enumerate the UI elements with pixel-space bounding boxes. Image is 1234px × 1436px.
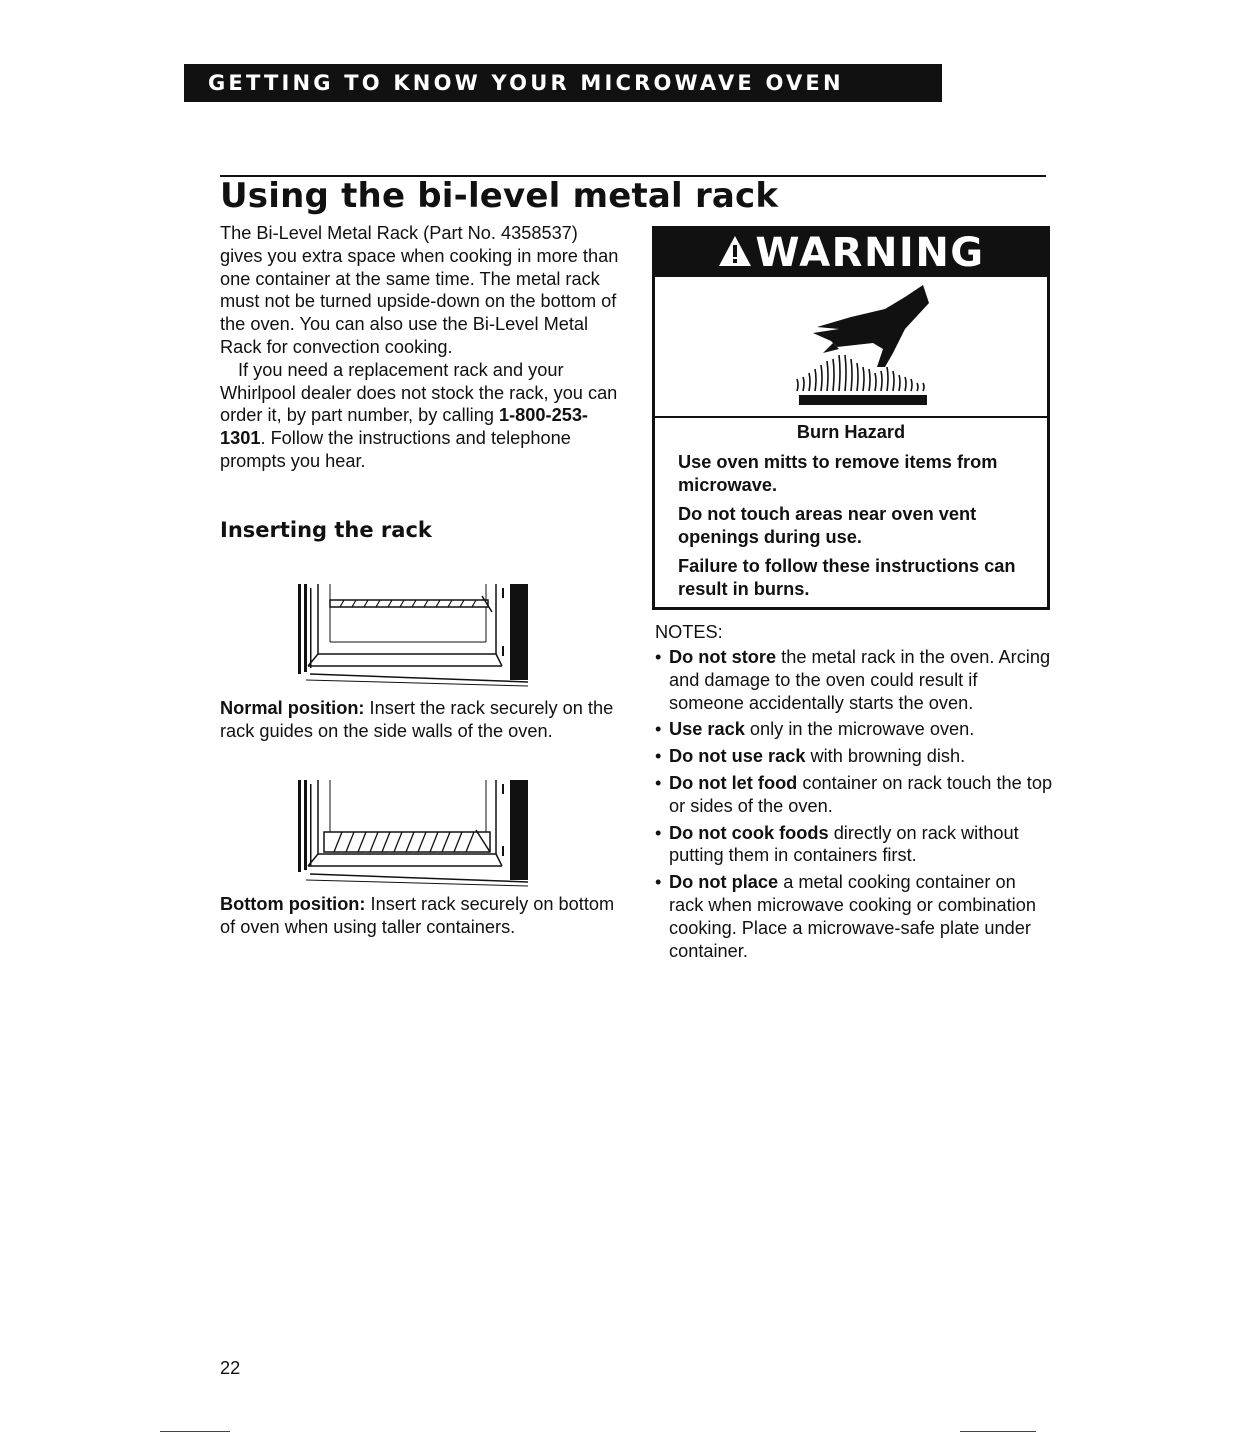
note-item [655,646,1055,714]
intro-paragraph-1: The Bi-Level Metal Rack (Part No. 4358537) gives you extra space when cooking in more than one container at the same time. The metal rack must not be turned upside-down on the bottom of the oven. You can also use the Bi-Level Metal Rack for convection cooking. [220,223,619,357]
note-item [655,745,1055,768]
burn-hazard-title: Burn Hazard [796,422,906,442]
intro-para2-start: If you need a replacement rack and your Whirlpool dealer does not stock the rack, you can order it, by part number, by calling [220,359,618,426]
footer-rule-right [960,1431,1036,1432]
bottom-position-desc: Insert rack securely on bottom of oven when using taller containers. [220,894,615,937]
bottom-position-text [220,893,620,939]
page-number: 22 [220,1358,241,1378]
bottom-position-illustration [296,780,532,888]
note-emphasis: Do not let food [669,772,798,793]
intro-para2-end: . Follow the instructions and telephone prompts you hear. [220,428,571,471]
warning-header [655,229,1047,277]
bullet-icon: • [655,772,662,793]
bullet-icon: • [655,647,662,667]
note-item [655,871,1055,962]
bullet-icon: • [655,746,662,767]
section-banner: GETTING TO KNOW YOUR MICROWAVE OVEN [184,64,942,102]
normal-position-desc: Insert the rack securely on the rack guides on the side walls of the oven. [220,698,614,741]
note-text: with browning dish. [805,746,966,767]
bullet-icon: • [655,719,662,740]
note-emphasis: Use rack [669,719,745,740]
note-item [655,772,1055,818]
hot-surface-hand-icon [793,283,933,411]
normal-position-illustration [296,584,532,688]
warning-line-2: Do not touch areas near oven vent openings during use. [678,504,977,547]
note-text: a metal cooking container on rack when microwave cooking or combination cooking. Place a microwave-safe plate under container. [669,872,1036,961]
phone-number: 1-800-253-1301 [220,405,588,449]
note-item [655,822,1055,868]
intro-paragraph-2 [220,359,620,473]
note-text: directly on rack without putting them in containers first. [669,822,1019,866]
bullet-icon: • [655,822,662,843]
note-text: container on rack touch the top or sides of the oven. [669,772,1053,816]
warning-divider [655,416,1047,418]
note-emphasis: Do not store [669,647,777,667]
normal-position-label: Normal position: [220,698,365,718]
warning-instructions [678,451,1038,607]
normal-position-text [220,697,620,743]
warning-title: WARNING [755,230,985,276]
warning-box [652,226,1050,610]
note-emphasis: Do not use rack [669,746,806,767]
notes-label: NOTES: [655,622,723,642]
inserting-heading: Inserting the rack [220,518,432,542]
warning-line-1: Use oven mitts to remove items from microwave. [678,452,998,495]
bottom-position-label: Bottom position: [220,894,366,914]
note-emphasis: Do not cook foods [669,822,829,843]
footer-rule-left [160,1431,230,1432]
warning-line-3: Failure to follow these instructions can result in burns. [678,556,1016,599]
page-title: Using the bi-level metal rack [220,176,779,216]
note-emphasis: Do not place [669,872,779,893]
intro-text [220,222,620,473]
notes-list [655,646,1055,966]
note-item [655,718,1055,741]
note-text: only in the microwave oven. [744,719,975,740]
note-text: the metal rack in the oven. Arcing and damage to the oven could result if someone accidentally starts the oven. [669,647,1051,713]
bullet-icon: • [655,872,662,893]
warning-triangle-icon [717,234,753,268]
